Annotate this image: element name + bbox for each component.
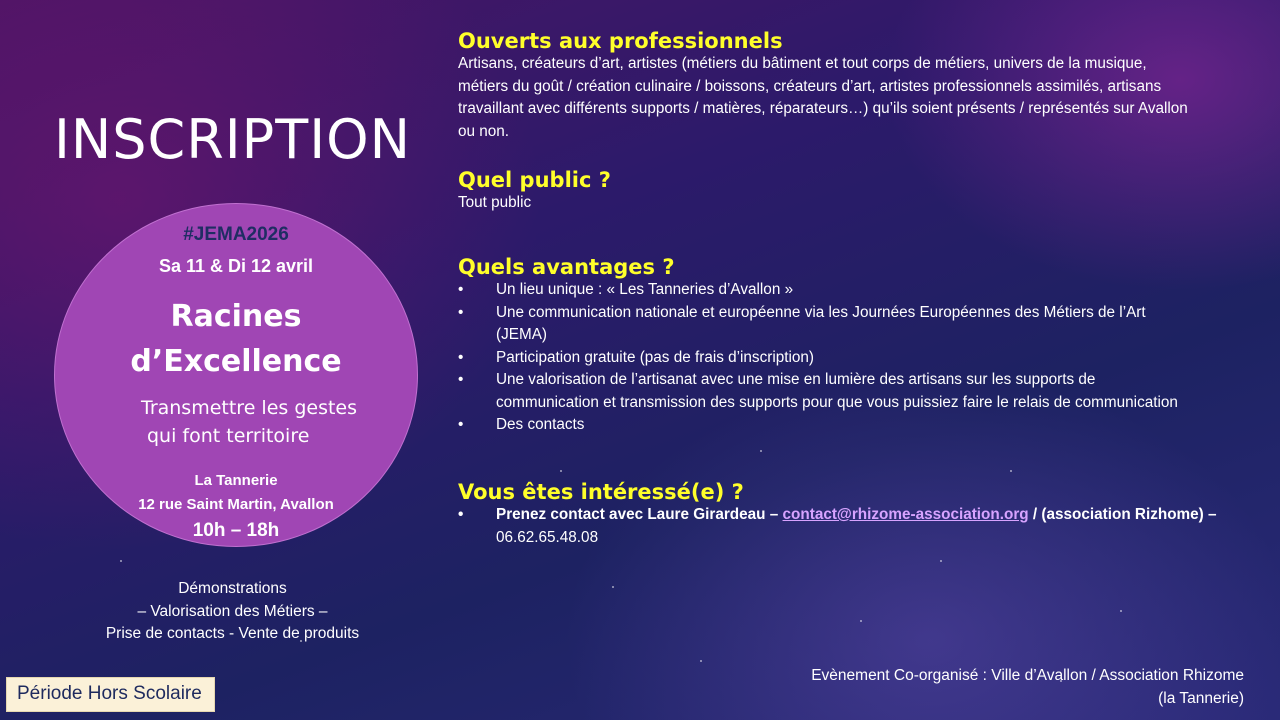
section-advantages [458, 255, 1278, 437]
list-item-text: • Participation gratuite (pas de frais d’inscription) [496, 348, 814, 366]
contact-list [458, 504, 1278, 549]
activities-line3: Prise de contacts - Vente de produits [105, 625, 360, 642]
contact-prefix: Prenez contact avec Laure Girardeau – [496, 506, 783, 523]
section-text [458, 53, 1278, 143]
text-line: ou non. [458, 122, 510, 140]
event-dates: Sa 11 & Di 12 avril [158, 256, 314, 276]
list-item [458, 414, 1278, 437]
text-line: Artisans, créateurs d’art, artistes (métiers du bâtiment et tout corps de métiers, univers de la musique, [458, 55, 1147, 72]
section-heading: Quel public ? [458, 168, 611, 192]
tagline-line1: Transmettre les gestes [141, 397, 358, 419]
activities [0, 578, 465, 646]
text-line: métiers du goût / création culinaire / boissons, créateurs d’art, artistes professionnels assimilés, artisans [458, 77, 1162, 95]
tagline-line2: qui font territoire [147, 425, 310, 447]
event-circle [54, 203, 418, 547]
list-item [458, 504, 1278, 549]
page-title: INSCRIPTION [53, 108, 412, 171]
section-heading: Quels avantages ? [458, 255, 675, 279]
section-text: Tout public [458, 194, 532, 211]
footer-line1: Evènement Co-organisé : Ville d’Avallon / Association Rhizome [811, 667, 1244, 684]
text-line: travaillant avec différents supports / matières, réparateurs…) qu’ils soient présents / représentés sur Avallon [458, 100, 1188, 117]
footer-line2: (la Tannerie) [1158, 689, 1244, 707]
venue [55, 469, 417, 517]
activities-line1: Démonstrations [178, 580, 287, 597]
section-professionals [458, 29, 1278, 143]
event-title-line2: d’Excellence [130, 344, 342, 379]
contact-suffix: / (association Rizhome) – [1028, 506, 1217, 523]
period-badge: Période Hors Scolaire [6, 677, 215, 712]
event-title [55, 294, 417, 384]
section-heading: Ouverts aux professionnels [458, 29, 783, 53]
hashtag: #JEMA2026 [183, 224, 289, 245]
venue-name: La Tannerie [194, 472, 278, 489]
venue-address: 12 rue Saint Martin, Avallon [138, 496, 334, 513]
list-item [458, 302, 1278, 347]
advantages-list [458, 279, 1278, 437]
event-title-line1: Racines [170, 299, 302, 334]
section-public [458, 168, 1278, 215]
list-item-text: • Une valorisation de l’artisanat avec une mise en lumière des artisans sur les supports de [496, 371, 1096, 388]
event-tagline [141, 394, 401, 450]
list-item-text: (JEMA) [496, 326, 547, 343]
list-item-text: • Une communication nationale et européenne via les Journées Européennes des Métiers de l’Art [496, 303, 1146, 321]
list-item [458, 279, 1278, 302]
footer-credits [811, 665, 1244, 710]
section-heading: Vous êtes intéressé(e) ? [458, 480, 744, 504]
list-item-text: • Des contacts [496, 416, 585, 433]
list-item-text: communication et transmission des supports pour que vous puissiez faire le relais de communication [496, 393, 1178, 411]
opening-hours: 10h – 18h [192, 520, 280, 541]
list-item-text: • Un lieu unique : « Les Tanneries d’Avallon » [496, 281, 794, 298]
section-contact [458, 480, 1278, 549]
email-link[interactable]: contact@rhizome-association.org [782, 506, 1029, 523]
activities-line2: – Valorisation des Métiers – [137, 602, 328, 620]
list-item [458, 369, 1278, 414]
phone-number: 06.62.65.48.08 [496, 528, 599, 546]
list-item [458, 347, 1278, 370]
